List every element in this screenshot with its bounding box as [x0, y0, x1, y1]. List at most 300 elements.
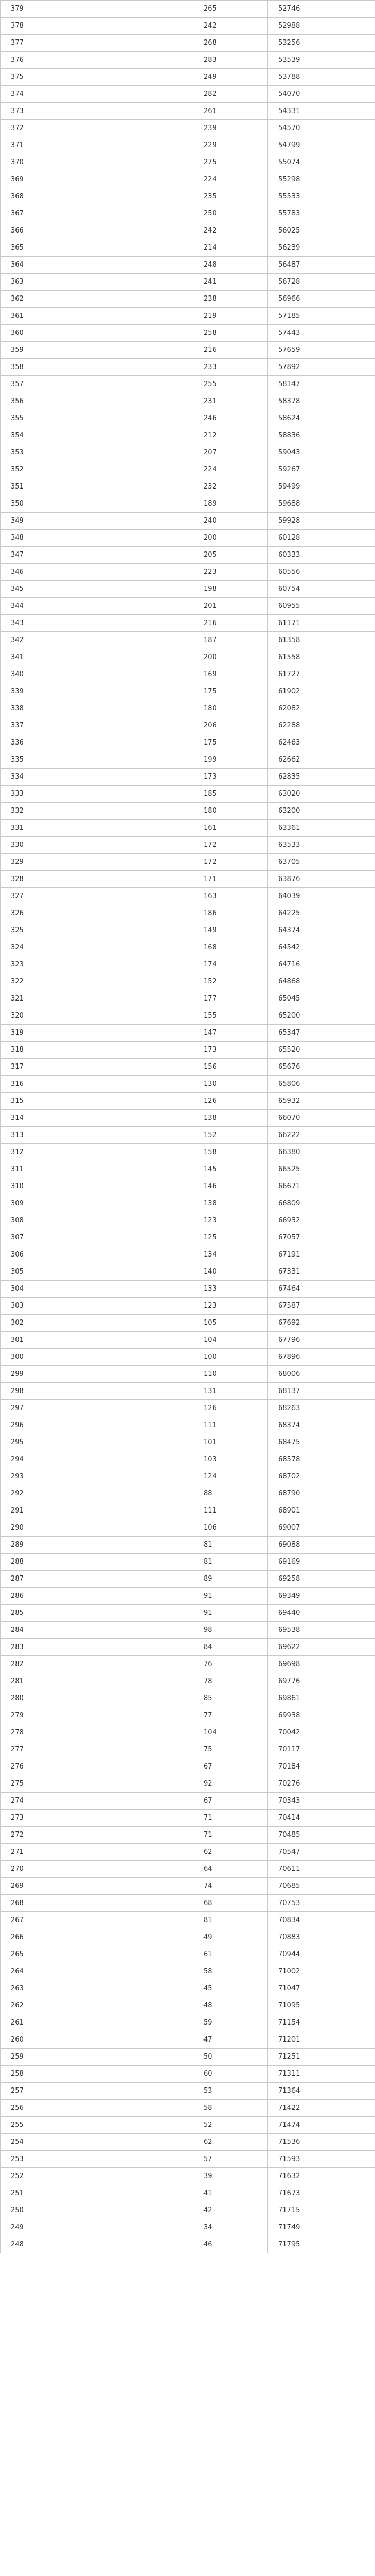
table-row [1, 2117, 375, 2134]
score-cell: 336 [1, 734, 193, 751]
score-cell: 369 [1, 171, 193, 188]
table-row [1, 734, 375, 751]
score-cell: 319 [1, 1025, 193, 1042]
score-cell: 357 [1, 376, 193, 393]
score-cell: 365 [1, 239, 193, 257]
count-cell: 89 [193, 1571, 268, 1588]
score-cell: 306 [1, 1246, 193, 1263]
table-row [1, 86, 375, 103]
score-cell: 347 [1, 547, 193, 564]
cumulative-count-cell: 52746 [268, 1, 375, 18]
cumulative-count-cell: 58624 [268, 410, 375, 427]
count-cell: 47 [193, 2031, 268, 2049]
count-cell: 163 [193, 888, 268, 905]
cumulative-count-cell: 56239 [268, 239, 375, 257]
score-cell: 273 [1, 1810, 193, 1827]
cumulative-count-cell: 63533 [268, 837, 375, 854]
table-row [1, 1758, 375, 1775]
score-cell: 338 [1, 700, 193, 717]
table-row [1, 2185, 375, 2202]
count-cell: 39 [193, 2168, 268, 2185]
table-row [1, 1025, 375, 1042]
table-row [1, 1451, 375, 1468]
table-row [1, 427, 375, 444]
count-cell: 123 [193, 1212, 268, 1229]
score-cell: 284 [1, 1622, 193, 1639]
score-cell: 264 [1, 1963, 193, 1980]
table-row [1, 1895, 375, 1912]
table-row [1, 205, 375, 222]
score-cell: 254 [1, 2134, 193, 2151]
count-cell: 74 [193, 1878, 268, 1895]
score-cell: 286 [1, 1588, 193, 1605]
score-cell: 321 [1, 990, 193, 1007]
cumulative-count-cell: 68137 [268, 1383, 375, 1400]
count-cell: 57 [193, 2151, 268, 2168]
table-row [1, 478, 375, 495]
count-cell: 223 [193, 564, 268, 581]
count-cell: 58 [193, 1963, 268, 1980]
score-cell: 276 [1, 1758, 193, 1775]
count-cell: 235 [193, 188, 268, 205]
count-cell: 180 [193, 700, 268, 717]
cumulative-count-cell: 67587 [268, 1298, 375, 1315]
cumulative-count-cell: 56487 [268, 257, 375, 274]
count-cell: 138 [193, 1110, 268, 1127]
score-cell: 271 [1, 1844, 193, 1861]
count-cell: 101 [193, 1434, 268, 1451]
score-cell: 290 [1, 1519, 193, 1537]
count-cell: 275 [193, 154, 268, 171]
table-row [1, 2014, 375, 2031]
cumulative-count-cell: 71311 [268, 2066, 375, 2083]
count-cell: 111 [193, 1417, 268, 1434]
table-row [1, 137, 375, 154]
count-cell: 50 [193, 2049, 268, 2066]
table-row [1, 291, 375, 308]
count-cell: 201 [193, 598, 268, 615]
cumulative-count-cell: 69440 [268, 1605, 375, 1622]
count-cell: 61 [193, 1946, 268, 1963]
table-row [1, 69, 375, 86]
table-row [1, 2031, 375, 2049]
score-cell: 304 [1, 1281, 193, 1298]
cumulative-count-cell: 70485 [268, 1827, 375, 1844]
count-cell: 206 [193, 717, 268, 734]
score-cell: 270 [1, 1861, 193, 1878]
table-row [1, 1588, 375, 1605]
count-cell: 205 [193, 547, 268, 564]
table-row [1, 325, 375, 342]
score-cell: 301 [1, 1332, 193, 1349]
cumulative-count-cell: 57659 [268, 342, 375, 359]
count-cell: 52 [193, 2117, 268, 2134]
score-cell: 368 [1, 188, 193, 205]
count-cell: 126 [193, 1093, 268, 1110]
cumulative-count-cell: 66070 [268, 1110, 375, 1127]
table-row [1, 1605, 375, 1622]
table-row [1, 1007, 375, 1025]
count-cell: 158 [193, 1144, 268, 1161]
score-cell: 378 [1, 18, 193, 35]
count-cell: 161 [193, 820, 268, 837]
score-cell: 265 [1, 1946, 193, 1963]
cumulative-count-cell: 71154 [268, 2014, 375, 2031]
table-row [1, 683, 375, 700]
table-row [1, 1980, 375, 1997]
table-row [1, 1622, 375, 1639]
cumulative-count-cell: 55298 [268, 171, 375, 188]
count-cell: 130 [193, 1076, 268, 1093]
table-row [1, 2151, 375, 2168]
count-cell: 145 [193, 1161, 268, 1178]
table-row [1, 2236, 375, 2253]
score-cell: 296 [1, 1417, 193, 1434]
table-row [1, 922, 375, 939]
cumulative-count-cell: 53788 [268, 69, 375, 86]
count-cell: 219 [193, 308, 268, 325]
cumulative-count-cell: 70117 [268, 1741, 375, 1758]
score-cell: 373 [1, 103, 193, 120]
cumulative-count-cell: 61727 [268, 666, 375, 683]
score-cell: 361 [1, 308, 193, 325]
table-row [1, 1741, 375, 1758]
cumulative-count-cell: 70414 [268, 1810, 375, 1827]
table-row [1, 1878, 375, 1895]
count-cell: 81 [193, 1537, 268, 1554]
score-cell: 282 [1, 1656, 193, 1673]
score-cell: 346 [1, 564, 193, 581]
cumulative-count-cell: 64868 [268, 973, 375, 990]
count-cell: 49 [193, 1929, 268, 1946]
table-row [1, 1656, 375, 1673]
cumulative-count-cell: 71422 [268, 2100, 375, 2117]
count-cell: 152 [193, 1127, 268, 1144]
table-row [1, 1093, 375, 1110]
count-cell: 98 [193, 1622, 268, 1639]
score-cell: 255 [1, 2117, 193, 2134]
cumulative-count-cell: 60556 [268, 564, 375, 581]
cumulative-count-cell: 70883 [268, 1929, 375, 1946]
cumulative-count-cell: 60754 [268, 581, 375, 598]
table-row [1, 1332, 375, 1349]
table-row [1, 513, 375, 530]
score-cell: 340 [1, 666, 193, 683]
cumulative-count-cell: 54070 [268, 86, 375, 103]
count-cell: 111 [193, 1502, 268, 1519]
score-cell: 288 [1, 1554, 193, 1571]
cumulative-count-cell: 64542 [268, 939, 375, 956]
score-cell: 287 [1, 1571, 193, 1588]
score-cell: 249 [1, 2219, 193, 2236]
table-row [1, 581, 375, 598]
table-row [1, 342, 375, 359]
count-cell: 146 [193, 1178, 268, 1195]
count-cell: 198 [193, 581, 268, 598]
count-cell: 125 [193, 1229, 268, 1246]
score-cell: 274 [1, 1793, 193, 1810]
count-cell: 240 [193, 513, 268, 530]
count-cell: 268 [193, 35, 268, 52]
table-row [1, 820, 375, 837]
count-cell: 212 [193, 427, 268, 444]
cumulative-count-cell: 58147 [268, 376, 375, 393]
cumulative-count-cell: 59928 [268, 513, 375, 530]
score-cell: 305 [1, 1263, 193, 1281]
cumulative-count-cell: 65200 [268, 1007, 375, 1025]
table-row [1, 1, 375, 18]
cumulative-count-cell: 62288 [268, 717, 375, 734]
table-row [1, 222, 375, 239]
cumulative-count-cell: 63876 [268, 871, 375, 888]
count-cell: 233 [193, 359, 268, 376]
table-row [1, 1434, 375, 1451]
cumulative-count-cell: 69938 [268, 1707, 375, 1724]
score-cell: 279 [1, 1707, 193, 1724]
table-row [1, 257, 375, 274]
cumulative-count-cell: 71593 [268, 2151, 375, 2168]
cumulative-count-cell: 71795 [268, 2236, 375, 2253]
count-cell: 242 [193, 222, 268, 239]
cumulative-count-cell: 71251 [268, 2049, 375, 2066]
table-row [1, 1315, 375, 1332]
table-row [1, 615, 375, 632]
cumulative-count-cell: 63361 [268, 820, 375, 837]
score-cell: 272 [1, 1827, 193, 1844]
score-cell: 344 [1, 598, 193, 615]
cumulative-count-cell: 70343 [268, 1793, 375, 1810]
score-cell: 326 [1, 905, 193, 922]
score-cell: 330 [1, 837, 193, 854]
score-cell: 258 [1, 2066, 193, 2083]
count-cell: 200 [193, 649, 268, 666]
table-row [1, 888, 375, 905]
score-cell: 293 [1, 1468, 193, 1485]
score-cell: 292 [1, 1485, 193, 1502]
cumulative-count-cell: 55074 [268, 154, 375, 171]
cumulative-count-cell: 70834 [268, 1912, 375, 1929]
count-cell: 41 [193, 2185, 268, 2202]
table-row [1, 1042, 375, 1059]
table-row [1, 103, 375, 120]
table-row [1, 1707, 375, 1724]
score-cell: 335 [1, 751, 193, 769]
score-cell: 295 [1, 1434, 193, 1451]
score-cell: 278 [1, 1724, 193, 1741]
cumulative-count-cell: 65932 [268, 1093, 375, 1110]
count-cell: 231 [193, 393, 268, 410]
cumulative-count-cell: 67896 [268, 1349, 375, 1366]
cumulative-count-cell: 54331 [268, 103, 375, 120]
count-cell: 59 [193, 2014, 268, 2031]
count-cell: 172 [193, 837, 268, 854]
count-cell: 185 [193, 786, 268, 803]
count-cell: 71 [193, 1827, 268, 1844]
table-row [1, 1417, 375, 1434]
count-cell: 265 [193, 1, 268, 18]
table-row [1, 2202, 375, 2219]
score-cell: 370 [1, 154, 193, 171]
count-cell: 175 [193, 683, 268, 700]
cumulative-count-cell: 71749 [268, 2219, 375, 2236]
table-row [1, 1810, 375, 1827]
table-row [1, 461, 375, 478]
score-cell: 250 [1, 2202, 193, 2219]
count-cell: 88 [193, 1485, 268, 1502]
score-cell: 345 [1, 581, 193, 598]
score-cell: 281 [1, 1673, 193, 1690]
cumulative-count-cell: 66809 [268, 1195, 375, 1212]
count-cell: 71 [193, 1810, 268, 1827]
cumulative-count-cell: 68901 [268, 1502, 375, 1519]
cumulative-count-cell: 64374 [268, 922, 375, 939]
table-row [1, 1229, 375, 1246]
score-cell: 332 [1, 803, 193, 820]
table-row [1, 2066, 375, 2083]
score-cell: 256 [1, 2100, 193, 2117]
score-cell: 355 [1, 410, 193, 427]
score-cell: 263 [1, 1980, 193, 1997]
count-cell: 207 [193, 444, 268, 461]
cumulative-count-cell: 68790 [268, 1485, 375, 1502]
table-row [1, 905, 375, 922]
cumulative-count-cell: 68374 [268, 1417, 375, 1434]
count-cell: 180 [193, 803, 268, 820]
table-row [1, 1537, 375, 1554]
table-row [1, 274, 375, 291]
count-cell: 62 [193, 2134, 268, 2151]
score-cell: 323 [1, 956, 193, 973]
count-cell: 126 [193, 1400, 268, 1417]
cumulative-count-cell: 56728 [268, 274, 375, 291]
table-row [1, 359, 375, 376]
count-cell: 81 [193, 1554, 268, 1571]
cumulative-count-cell: 66671 [268, 1178, 375, 1195]
count-cell: 232 [193, 478, 268, 495]
cumulative-count-cell: 61171 [268, 615, 375, 632]
count-cell: 174 [193, 956, 268, 973]
cumulative-count-cell: 61558 [268, 649, 375, 666]
score-cell: 377 [1, 35, 193, 52]
table-row [1, 1639, 375, 1656]
table-row [1, 1571, 375, 1588]
table-row [1, 1059, 375, 1076]
cumulative-count-cell: 66932 [268, 1212, 375, 1229]
table-row [1, 1997, 375, 2014]
cumulative-count-cell: 71047 [268, 1980, 375, 1997]
table-row [1, 2100, 375, 2117]
cumulative-count-cell: 57892 [268, 359, 375, 376]
cumulative-count-cell: 63020 [268, 786, 375, 803]
table-row [1, 35, 375, 52]
count-cell: 156 [193, 1059, 268, 1076]
table-row [1, 1946, 375, 1963]
score-cell: 341 [1, 649, 193, 666]
count-cell: 246 [193, 410, 268, 427]
count-cell: 155 [193, 1007, 268, 1025]
score-cell: 262 [1, 1997, 193, 2014]
score-cell: 356 [1, 393, 193, 410]
score-cell: 339 [1, 683, 193, 700]
count-cell: 75 [193, 1741, 268, 1758]
count-cell: 91 [193, 1605, 268, 1622]
table-row [1, 1366, 375, 1383]
count-cell: 62 [193, 1844, 268, 1861]
cumulative-count-cell: 71002 [268, 1963, 375, 1980]
cumulative-count-cell: 65520 [268, 1042, 375, 1059]
score-cell: 311 [1, 1161, 193, 1178]
score-cell: 289 [1, 1537, 193, 1554]
score-cell: 350 [1, 495, 193, 513]
cumulative-count-cell: 53539 [268, 52, 375, 69]
cumulative-count-cell: 59043 [268, 444, 375, 461]
score-cell: 299 [1, 1366, 193, 1383]
score-cell: 259 [1, 2049, 193, 2066]
cumulative-count-cell: 68263 [268, 1400, 375, 1417]
cumulative-count-cell: 69776 [268, 1673, 375, 1690]
score-cell: 348 [1, 530, 193, 547]
score-cell: 253 [1, 2151, 193, 2168]
score-cell: 291 [1, 1502, 193, 1519]
score-cell: 353 [1, 444, 193, 461]
cumulative-count-cell: 69088 [268, 1537, 375, 1554]
score-cell: 261 [1, 2014, 193, 2031]
score-cell: 367 [1, 205, 193, 222]
table-row [1, 649, 375, 666]
cumulative-count-cell: 71632 [268, 2168, 375, 2185]
count-cell: 78 [193, 1673, 268, 1690]
table-row [1, 717, 375, 734]
count-cell: 239 [193, 120, 268, 137]
table-row [1, 444, 375, 461]
count-cell: 60 [193, 2066, 268, 2083]
table-row [1, 939, 375, 956]
count-cell: 84 [193, 1639, 268, 1656]
score-cell: 333 [1, 786, 193, 803]
table-row [1, 530, 375, 547]
score-cell: 334 [1, 769, 193, 786]
table-row [1, 2049, 375, 2066]
cumulative-count-cell: 58836 [268, 427, 375, 444]
cumulative-count-cell: 71673 [268, 2185, 375, 2202]
score-cell: 257 [1, 2083, 193, 2100]
cumulative-count-cell: 65806 [268, 1076, 375, 1093]
count-cell: 133 [193, 1281, 268, 1298]
table-row [1, 2083, 375, 2100]
cumulative-count-cell: 57185 [268, 308, 375, 325]
score-cell: 328 [1, 871, 193, 888]
cumulative-count-cell: 59499 [268, 478, 375, 495]
score-cell: 372 [1, 120, 193, 137]
score-cell: 260 [1, 2031, 193, 2049]
count-cell: 85 [193, 1690, 268, 1707]
count-cell: 255 [193, 376, 268, 393]
table-row [1, 1178, 375, 1195]
table-row [1, 1110, 375, 1127]
table-row [1, 837, 375, 854]
count-cell: 187 [193, 632, 268, 649]
table-row [1, 1076, 375, 1093]
count-cell: 241 [193, 274, 268, 291]
table-row [1, 547, 375, 564]
cumulative-count-cell: 70753 [268, 1895, 375, 1912]
score-cell: 294 [1, 1451, 193, 1468]
score-cell: 280 [1, 1690, 193, 1707]
score-cell: 267 [1, 1912, 193, 1929]
table-row [1, 1263, 375, 1281]
score-cell: 252 [1, 2168, 193, 2185]
count-cell: 238 [193, 291, 268, 308]
